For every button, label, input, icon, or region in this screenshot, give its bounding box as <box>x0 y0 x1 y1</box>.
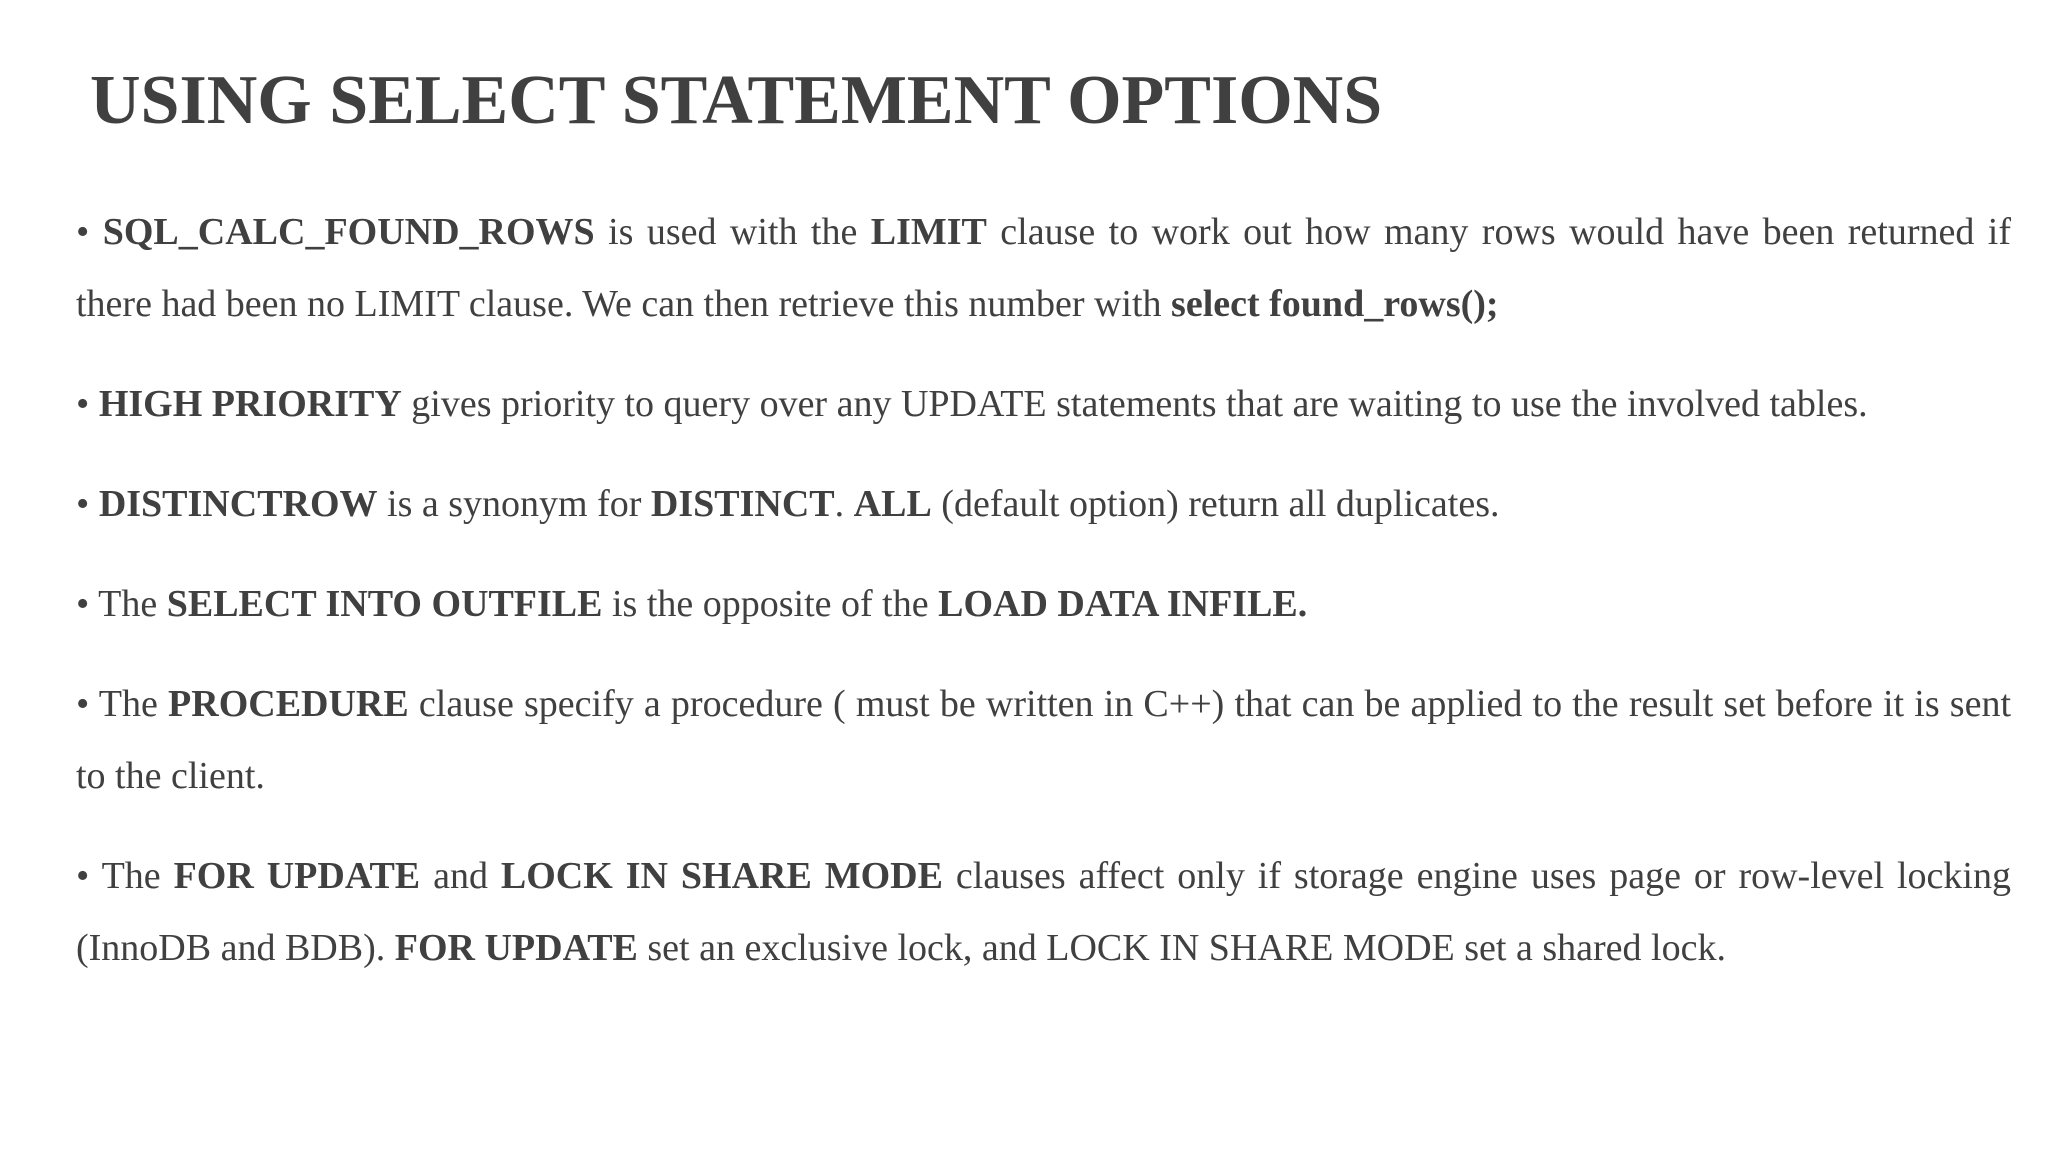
bullet-segment: PROCEDURE <box>168 683 409 725</box>
bullet-segment: is used with the <box>594 211 871 253</box>
bullet-sql-calc-found-rows <box>76 196 2011 340</box>
bullet-segment: LIMIT <box>870 211 987 253</box>
bullet-marker: • <box>76 683 90 725</box>
bullet-segment: set an exclusive lock, and LOCK IN SHARE MODE set a shared lock. <box>637 927 1726 969</box>
bullet-segment: SELECT INTO OUTFILE <box>166 583 603 625</box>
bullet-segment: The <box>98 583 167 625</box>
bullet-segment: LOCK IN SHARE MODE <box>500 855 943 897</box>
bullet-marker: • <box>76 855 90 897</box>
slide-title: USING SELECT STATEMENT OPTIONS <box>90 62 1383 139</box>
bullet-segment: clauses affect only if storage engine uses page or row-level locking (InnoDB and BDB). <box>76 855 2011 969</box>
bullet-segment: . <box>834 483 854 525</box>
bullet-marker: • <box>76 211 90 253</box>
bullet-high-priority <box>76 368 2011 440</box>
bullet-segment: SQL_CALC_FOUND_ROWS <box>102 211 595 253</box>
bullet-segment: (default option) return all duplicates. <box>931 483 1500 525</box>
bullet-segment: FOR UPDATE <box>173 855 421 897</box>
bullet-procedure <box>76 668 2011 812</box>
bullet-for-update <box>76 840 2011 984</box>
bullet-segment: DISTINCTROW <box>98 483 378 525</box>
bullet-segment: HIGH PRIORITY <box>98 383 402 425</box>
bullet-marker: • <box>76 483 90 525</box>
bullet-segment: clause specify a procedure ( must be written in C++) that can be applied to the result set before it is sent to the client. <box>76 683 2012 797</box>
bullet-segment: FOR UPDATE <box>394 927 638 969</box>
bullet-marker: • <box>76 583 90 625</box>
bullet-segment: is a synonym for <box>377 483 651 525</box>
bullet-segment: and <box>420 855 501 897</box>
bullet-segment: select found_rows(); <box>1171 283 1499 325</box>
bullet-marker: • <box>76 383 90 425</box>
bullet-segment: DISTINCT <box>650 483 835 525</box>
bullet-segment: LOAD DATA INFILE. <box>938 583 1308 625</box>
bullet-segment: The <box>98 683 169 725</box>
bullet-segment: gives priority to query over any UPDATE statements that are waiting to use the involved tables. <box>401 383 1868 425</box>
bullet-segment: The <box>101 855 174 897</box>
bullet-list <box>76 196 2011 1012</box>
bullet-select-into-outfile <box>76 568 2011 640</box>
bullet-segment: ALL <box>853 483 932 525</box>
bullet-segment: clause to work out how many rows would have been returned if there had been no LIMIT clause. We can then retrieve this number with <box>76 211 2012 325</box>
bullet-segment: is the opposite of the <box>602 583 939 625</box>
bullet-distinctrow <box>76 468 2011 540</box>
